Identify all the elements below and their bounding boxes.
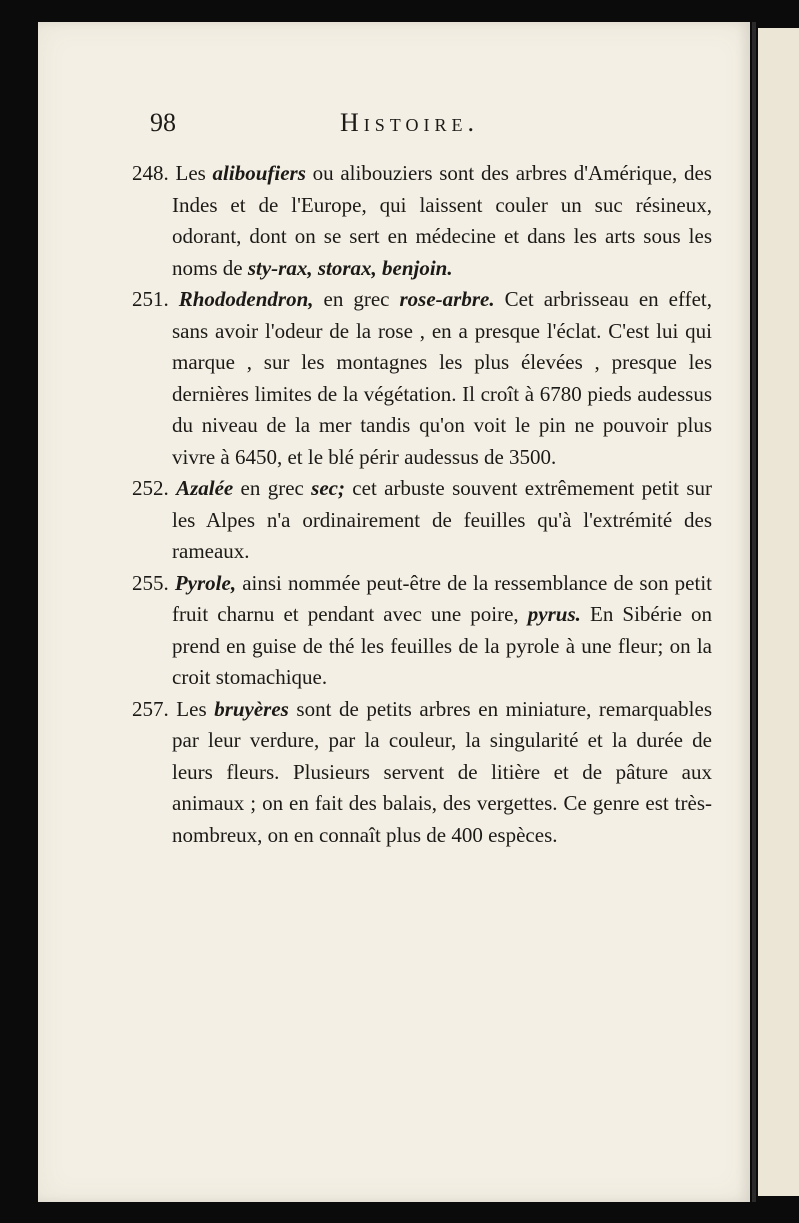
entry-paragraph	[132, 694, 712, 852]
entry-text	[169, 476, 176, 500]
entry-paragraph	[132, 284, 712, 473]
italic-term: aliboufiers	[212, 161, 306, 185]
entry-text: Les	[168, 696, 215, 721]
body-text	[132, 158, 712, 851]
italic-term: bruyères	[214, 696, 289, 721]
entry-number: 252.	[132, 476, 169, 500]
entry-text: cet arbuste souvent extrêmement petit sur les Alpes n'a ordinairement de feuilles qu'à l'extrémité des rameaux.	[172, 476, 712, 563]
italic-term: sec;	[311, 476, 345, 500]
italic-term: pyrus.	[527, 602, 581, 626]
page-header	[150, 108, 570, 140]
entry-text	[169, 287, 179, 311]
entry-text: Cet arbrisseau en effet, sans avoir l'odeur de la rose , en a presque l'éclat. C'est lui qui marque , sur les montagnes les plus élevées , presque les dernières limites de la végétation. Il croît à 6780 pieds audessus du niveau de la mer tandis qu'on voit le pin ne pouvoir plus vivre à 6450, et le blé périr audessus de 3500.	[172, 287, 712, 469]
entry-text: En Sibérie on prend en guise de thé les feuilles de la pyrole à une fleur; on la croit stomachique.	[172, 602, 712, 689]
entry-number: 255.	[132, 570, 169, 595]
entry-paragraph	[132, 473, 712, 568]
entry-text: en grec	[233, 476, 312, 500]
entry-paragraph	[132, 158, 712, 284]
entry-text: sont de petits arbres en miniature, remarquables par leur verdure, par la couleur, la singularité et la durée de leurs fleurs. Plusieurs servent de litière et de pâture aux animaux ; on en fait des balais, des vergettes. Ce genre est très-nombreux, on en connaît plus de 400 espèces.	[172, 696, 713, 847]
italic-term: rose-arbre.	[399, 287, 495, 311]
entry-number: 257.	[132, 696, 169, 721]
entry-paragraph	[132, 568, 712, 694]
italic-term: Pyrole,	[174, 570, 237, 595]
page-gutter	[752, 22, 756, 1202]
italic-term: sty-rax, storax, benjoin.	[247, 255, 453, 280]
entry-text: ou alibouziers sont des arbres d'Amérique, des Indes et de l'Europe, qui laissent couler un suc résineux, odorant, dont on se sert en médecine et dans les arts sous les noms de	[172, 161, 712, 280]
italic-term: Azalée	[176, 476, 234, 500]
page-number: 98	[150, 108, 176, 137]
entry-text: ainsi nommée peut-être de la ressemblance de son petit fruit charnu et pendant avec une poire,	[172, 570, 713, 626]
entry-text: Les	[168, 161, 213, 185]
entry-number: 248.	[132, 161, 169, 185]
italic-term: Rhododendron,	[178, 287, 314, 311]
entry-text: en grec	[313, 287, 400, 311]
entry-number: 251.	[132, 287, 169, 311]
running-title: Histoire.	[340, 108, 479, 137]
next-page-edge	[758, 28, 799, 1196]
